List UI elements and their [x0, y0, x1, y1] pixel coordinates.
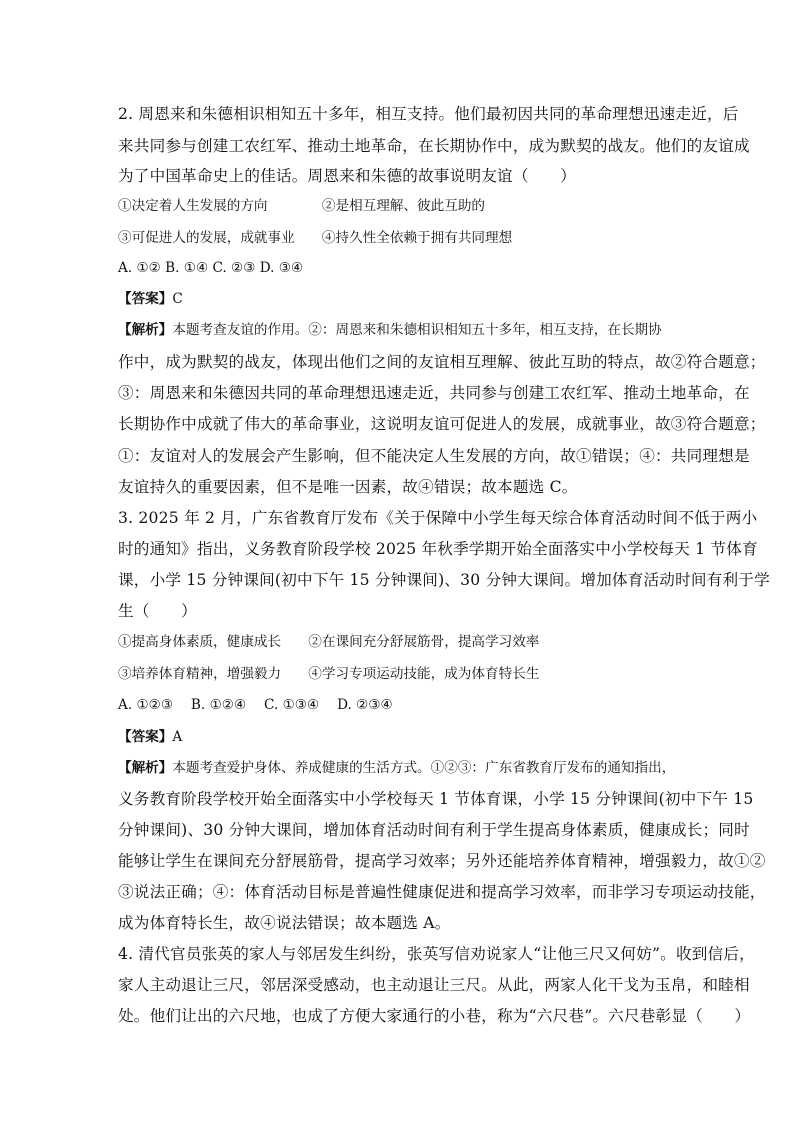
- q3-stem-line-2: 时的通知》指出，义务教育阶段学校 2025 年秋季学期开始全面落实中小学校每天 1 节体育: [118, 540, 758, 558]
- answer-tag: 【答案】: [118, 291, 173, 307]
- analysis-tag: 【解析】: [118, 322, 173, 338]
- answer-value: A: [172, 729, 183, 745]
- q2-stem-line-1: 2. 周恩来和朱德相识相知五十多年，相互支持。他们最初因共同的革命理想迅速走近，后: [118, 105, 739, 123]
- q3-analysis-line-5: ③说法正确；④：体育活动目标是普遍性健康促进和提高学习效率，而非学习专项运动技能，: [118, 883, 766, 901]
- q4-stem-line-1: 4. 清代官员张英的家人与邻居发生纠纷，张英写信劝说家人“让他三尺又何妨”。收到信后，: [118, 945, 755, 963]
- answer-value: C: [172, 291, 183, 307]
- q3-analysis-line-4: 能够让学生在课间充分舒展筋骨，提高学习效率；另外还能培养体育精神，增强毅力，故①②: [118, 852, 766, 870]
- q2-choices: A. ①② B. ①④ C. ②③ D. ③④: [118, 260, 304, 276]
- answer-tag: 【答案】: [118, 729, 173, 745]
- q2-analysis-line-3: ③：周恩来和朱德因共同的革命理想迅速走近，共同参与创建工农红军、推动土地革命，在: [118, 384, 750, 402]
- q3-stem-line-3: 课，小学 15 分钟课间(初中下午 15 分钟课间)、30 分钟大课间。增加体育活动时间有利于学: [118, 571, 770, 589]
- analysis-text: 本题考查友谊的作用。②：周恩来和朱德相识相知五十多年，相互支持，在长期协: [172, 322, 662, 338]
- q2-options-line-1: ①决定着人生发展的方向 ②是相互理解、彼此互助的: [118, 198, 486, 214]
- analysis-tag: 【解析】: [118, 760, 173, 776]
- q2-analysis-line-2: 作中，成为默契的战友，体现出他们之间的友谊相互理解、彼此互助的特点，故②符合题意；: [118, 353, 766, 371]
- q3-analysis-line-3: 分钟课间)、30 分钟大课间，增加体育活动时间有利于学生提高身体素质，健康成长；同时: [118, 821, 750, 839]
- q3-options-line-2: ③培养体育精神，增强毅力 ④学习专项运动技能，成为体育特长生: [118, 666, 540, 682]
- q3-analysis-line-2: 义务教育阶段学校开始全面落实中小学校每天 1 节体育课，小学 15 分钟课间(初中下午 15: [118, 790, 754, 808]
- q3-analysis-line-6: 成为体育特长生，故④说法错误；故本题选 A。: [118, 914, 451, 932]
- analysis-text: 本题考查爱护身体、养成健康的生活方式。①②③：广东省教育厅发布的通知指出，: [172, 760, 676, 776]
- q4-stem-line-3: 处。他们让出的六尺地，也成了方便大家通行的小巷，称为“六尺巷”。六尺巷彰显（ ）: [118, 1007, 751, 1025]
- q3-stem-line-1: 3. 2025 年 2 月，广东省教育厅发布《关于保障中小学生每天综合体育活动时间不低于两小: [118, 509, 758, 527]
- q2-analysis-line-1: [118, 320, 678, 340]
- q2-analysis-line-6: 友谊持久的重要因素，但不是唯一因素，故④错误；故本题选 C。: [118, 478, 578, 496]
- q2-analysis-line-5: ①：友谊对人的发展会产生影响，但不能决定人生发展的方向，故①错误；④：共同理想是: [118, 447, 750, 465]
- q3-stem-line-4: 生（ ）: [118, 602, 197, 620]
- q3-choices: A. ①②③ B. ①②④ C. ①③④ D. ②③④: [118, 697, 393, 713]
- q2-stem-line-3: 为了中国革命史上的佳话。周恩来和朱德的故事说明友谊（ ）: [118, 167, 577, 185]
- q2-options-line-2: ③可促进人的发展，成就事业 ④持久性全依赖于拥有共同理想: [118, 230, 513, 246]
- q4-stem-line-2: 家人主动退让三尺，邻居深受感动，也主动退让三尺。从此，两家人化干戈为玉帛，和睦相: [118, 976, 750, 994]
- q2-analysis-line-4: 长期协作中成就了伟大的革命事业，这说明友谊可促进人的发展，成就事业，故③符合题意；: [118, 415, 766, 433]
- q2-stem-line-2: 来共同参与创建工农红军、推动土地革命，在长期协作中，成为默契的战友。他们的友谊成: [118, 137, 750, 155]
- q2-answer: [118, 289, 678, 309]
- q3-answer: [118, 727, 678, 747]
- q3-options-line-1: ①提高身体素质，健康成长 ②在课间充分舒展筋骨，提高学习效率: [118, 634, 540, 650]
- q3-analysis-line-1: [118, 758, 678, 778]
